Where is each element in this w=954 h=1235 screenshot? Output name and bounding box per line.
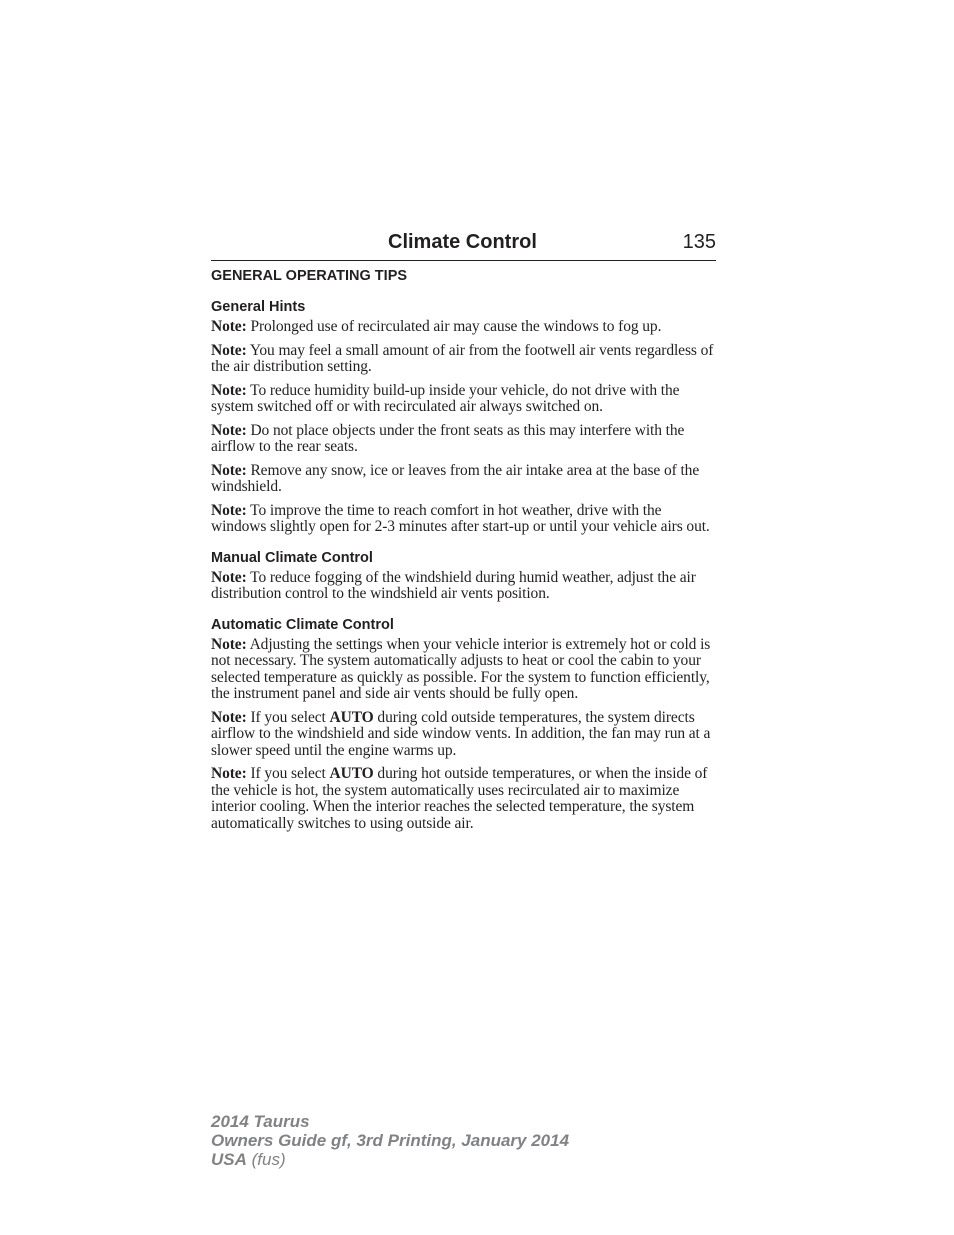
note-paragraph — [211, 637, 719, 703]
note-text: To reduce fogging of the windshield during humid weather, adjust the air distribution control to the windshield air vents position. — [211, 568, 696, 602]
automatic-climate-heading: Automatic Climate Control — [211, 616, 394, 633]
footer-guide: Owners Guide gf, 3rd Printing, January 2014 — [211, 1131, 570, 1150]
note-label: Note: — [211, 318, 247, 335]
note-paragraph — [211, 570, 719, 603]
note-label: Note: — [211, 381, 247, 399]
page-header — [211, 229, 716, 261]
note-label: Note: — [211, 708, 247, 726]
note-label: Note: — [211, 635, 247, 653]
note-text: Do not place objects under the front seats as this may interfere with the airflow to the rear seats. — [211, 421, 685, 455]
note-paragraph — [211, 383, 719, 416]
note-label: Note: — [211, 421, 247, 439]
footer-region: USA — [211, 1150, 247, 1169]
note-label: Note: — [211, 568, 247, 586]
note-text-post: during hot outside temperatures, or when the inside of the vehicle is hot, the system automatically uses recirculated air to maximize interior cooling. When the interior reaches the selected temperature, the system automatically switches to using outside air. — [211, 765, 708, 832]
note-paragraph — [211, 463, 719, 496]
note-text: To improve the time to reach comfort in hot weather, drive with the windows slightly open for 2-3 minutes after start-up or until your vehicle airs out. — [211, 501, 710, 535]
note-text: You may feel a small amount of air from the footwell air vents regardless of the air distribution setting. — [211, 341, 714, 375]
auto-keyword: AUTO — [329, 765, 374, 782]
note-label: Note: — [211, 341, 247, 359]
manual-climate-heading: Manual Climate Control — [211, 549, 373, 566]
chapter-title: Climate Control — [388, 231, 537, 253]
auto-keyword: AUTO — [329, 708, 374, 726]
note-label: Note: — [211, 765, 247, 782]
note-paragraph — [211, 423, 719, 456]
note-text-pre: If you select — [250, 708, 326, 726]
note-text: Prolonged use of recirculated air may cause the windows to fog up. — [250, 318, 662, 335]
note-label: Note: — [211, 501, 247, 519]
page-footer — [211, 1112, 569, 1169]
general-hints-heading: General Hints — [211, 299, 306, 315]
note-text: Adjusting the settings when your vehicle interior is extremely hot or cold is not necessary. The system automatically adjusts to heat or cool the cabin to your selected temperature as quickly as possible. For the system to function efficiently, the instrument panel and side air vents should be fully open. — [211, 635, 711, 702]
page-number: 135 — [682, 231, 716, 253]
footer-region-code: (fus) — [251, 1150, 286, 1169]
note-text: To reduce humidity build-up inside your vehicle, do not drive with the system switched off or with recirculated air always switched on. — [211, 381, 680, 415]
note-paragraph — [211, 343, 719, 376]
page-content — [211, 267, 719, 839]
note-text: Remove any snow, ice or leaves from the air intake area at the base of the windshield. — [211, 461, 700, 495]
note-text-post: during cold outside temperatures, the system directs airflow to the windshield and side window vents. In addition, the fan may run at a slower speed until the engine warms up. — [211, 708, 711, 759]
footer-region-line — [211, 1150, 569, 1169]
note-paragraph — [211, 710, 719, 760]
note-label: Note: — [211, 461, 247, 479]
note-paragraph — [211, 319, 719, 336]
footer-model: 2014 Taurus — [211, 1112, 310, 1131]
note-paragraph — [211, 766, 719, 832]
note-paragraph — [211, 503, 719, 536]
section-title: GENERAL OPERATING TIPS — [211, 268, 408, 284]
note-text-pre: If you select — [250, 765, 326, 782]
